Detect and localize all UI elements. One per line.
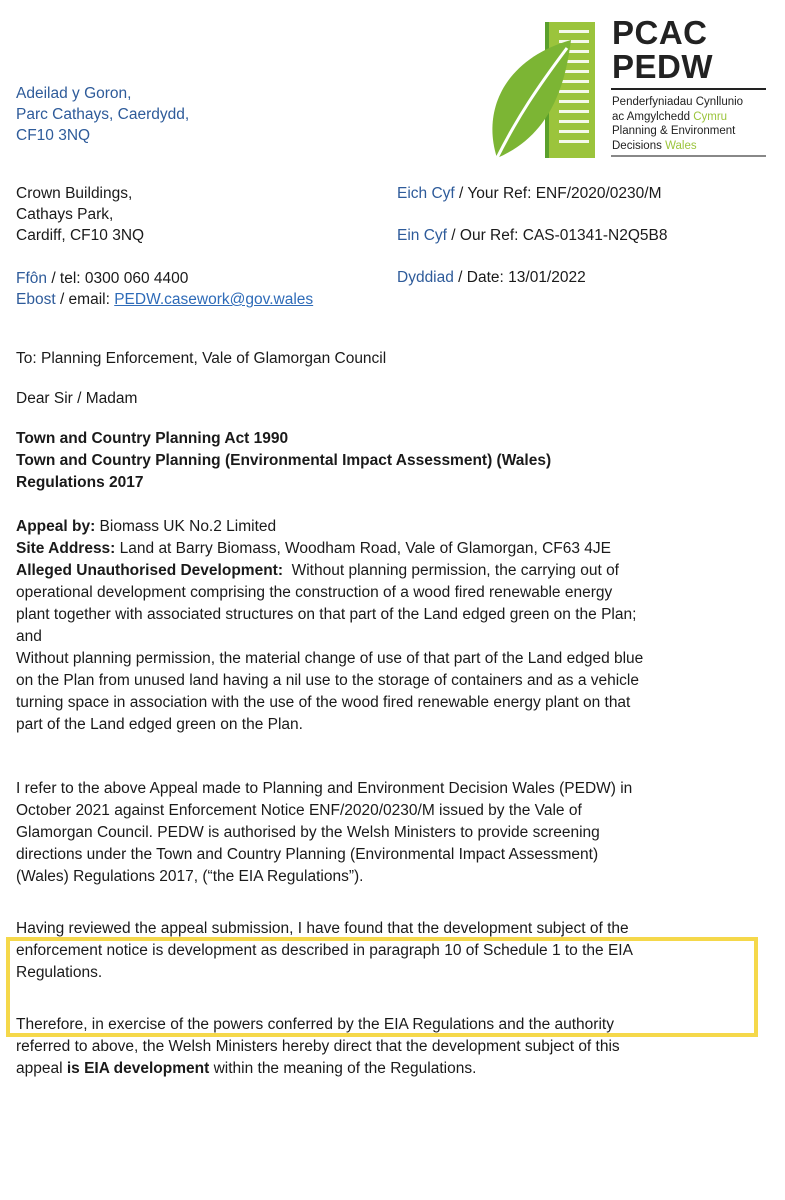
- recipient: To: Planning Enforcement, Vale of Glamorgan Council: [16, 350, 387, 367]
- highlight-line: enforcement notice is development as described in paragraph 10 of Schedule 1 to the EIA: [16, 942, 633, 959]
- appeal-by: [16, 516, 776, 538]
- reference-block: [397, 183, 668, 309]
- logo-sub-2a: ac Amgylchedd: [612, 110, 694, 123]
- date: [397, 267, 668, 309]
- alleged-line: on the Plan from unused land having a nil use to the storage of containers and as a vehicle: [16, 672, 639, 689]
- highlight-line: Having reviewed the appeal submission, I have found that the development subject of the: [16, 920, 629, 937]
- direction-line: referred to above, the Welsh Ministers hereby direct that the development subject of this: [16, 1038, 620, 1055]
- address-english-line: Cardiff, CF10 3NQ: [16, 227, 145, 244]
- site-address-value: Land at Barry Biomass, Woodham Road, Vale of Glamorgan, CF63 4JE: [115, 540, 612, 557]
- our-ref-label-welsh: Ein Cyf: [397, 227, 447, 244]
- refer-line: I refer to the above Appeal made to Planning and Environment Decision Wales (PEDW) in: [16, 780, 633, 797]
- date-text: / Date: 13/01/2022: [453, 269, 586, 286]
- logo-divider: [611, 88, 766, 90]
- email-label-welsh: Ebost: [16, 291, 56, 308]
- address-welsh-line: CF10 3NQ: [16, 127, 91, 144]
- direction-text-a: appeal: [16, 1060, 67, 1077]
- refer-line: directions under the Town and Country Planning (Environmental Impact Assessment): [16, 846, 599, 863]
- logo-underline: [611, 155, 766, 157]
- your-ref-text: / Your Ref: ENF/2020/0230/M: [454, 185, 662, 202]
- highlight-line: Regulations.: [16, 964, 103, 981]
- address-english-line: Cathays Park,: [16, 206, 114, 223]
- email-line: [16, 289, 313, 310]
- phone-label-welsh: Ffôn: [16, 270, 48, 287]
- appeal-by-label: Appeal by:: [16, 518, 96, 535]
- site-address-label: Site Address:: [16, 540, 116, 557]
- highlight-box: [6, 937, 758, 1037]
- address-english-line: Crown Buildings,: [16, 185, 133, 202]
- logo-line-2: PEDW: [612, 48, 713, 85]
- alleged-line: part of the Land edged green on the Plan.: [16, 716, 303, 733]
- address-welsh-line: Parc Cathays, Caerdydd,: [16, 106, 190, 123]
- salutation: Dear Sir / Madam: [16, 390, 138, 407]
- logo-sub-2: [612, 110, 743, 125]
- refer-line: Glamorgan Council. PEDW is authorised by the Welsh Ministers to provide screening: [16, 824, 600, 841]
- logo-line-1: PCAC: [612, 14, 708, 51]
- contact-block: [16, 268, 313, 310]
- legislation-heading: [16, 428, 776, 494]
- logo-sub-1: Penderfyniadau Cynllunio: [612, 96, 744, 108]
- logo-sub-4: [612, 139, 743, 154]
- address-english: [16, 183, 144, 246]
- logo-wordmark: [612, 16, 713, 84]
- direction-line: Therefore, in exercise of the powers conferred by the EIA Regulations and the authority: [16, 1016, 614, 1033]
- heading-line: Town and Country Planning (Environmental Impact Assessment) (Wales): [16, 452, 552, 469]
- alleged-label: Alleged Unauthorised Development:: [16, 562, 283, 579]
- appeal-by-value: Biomass UK No.2 Limited: [95, 518, 277, 535]
- alleged-line: operational development comprising the construction of a wood fired renewable energy: [16, 584, 613, 601]
- direction-text-b: within the meaning of the Regulations.: [209, 1060, 477, 1077]
- refer-line: (Wales) Regulations 2017, (“the EIA Regulations”).: [16, 868, 364, 885]
- our-ref-text: / Our Ref: CAS-01341-N2Q5B8: [446, 227, 668, 244]
- logo-sub-3: Planning & Environment: [612, 125, 736, 137]
- phone-line: [16, 268, 313, 289]
- logo-sub-2b: Cymru: [693, 110, 728, 123]
- alleged-line: Without planning permission, the material change of use of that part of the Land edged blue: [16, 650, 644, 667]
- logo-sub-4b: Wales: [665, 139, 697, 152]
- email-link[interactable]: PEDW.casework@gov.wales: [114, 291, 314, 308]
- refer-paragraph: [16, 778, 776, 888]
- alleged-line: plant together with associated structures on that part of the Land edged green on the Plan;: [16, 606, 637, 623]
- email-label: / email:: [55, 291, 115, 308]
- your-ref-label-welsh: Eich Cyf: [397, 185, 455, 202]
- your-ref: [397, 183, 668, 225]
- alleged-development: [16, 560, 776, 582]
- address-welsh-line: Adeilad y Goron,: [16, 85, 132, 102]
- address-welsh: [16, 83, 189, 146]
- our-ref: [397, 225, 668, 267]
- date-label-welsh: Dyddiad: [397, 269, 454, 286]
- heading-line: Regulations 2017: [16, 474, 144, 491]
- direction-final-line: [16, 1058, 776, 1080]
- site-address: [16, 538, 776, 560]
- logo-subtitle: [612, 95, 743, 153]
- appeal-details: [16, 516, 776, 736]
- refer-line: October 2021 against Enforcement Notice ENF/2020/0230/M issued by the Vale of: [16, 802, 582, 819]
- logo-sub-4a: Decisions: [612, 139, 666, 152]
- heading-line: Town and Country Planning Act 1990: [16, 430, 289, 447]
- alleged-line: turning space in association with the use of the wood fired renewable energy plant on that: [16, 694, 631, 711]
- direction-bold: is EIA development: [66, 1060, 210, 1077]
- alleged-line: Without planning permission, the carrying out of: [282, 562, 619, 579]
- alleged-line: and: [16, 628, 42, 645]
- phone-text: / tel: 0300 060 4400: [47, 270, 189, 287]
